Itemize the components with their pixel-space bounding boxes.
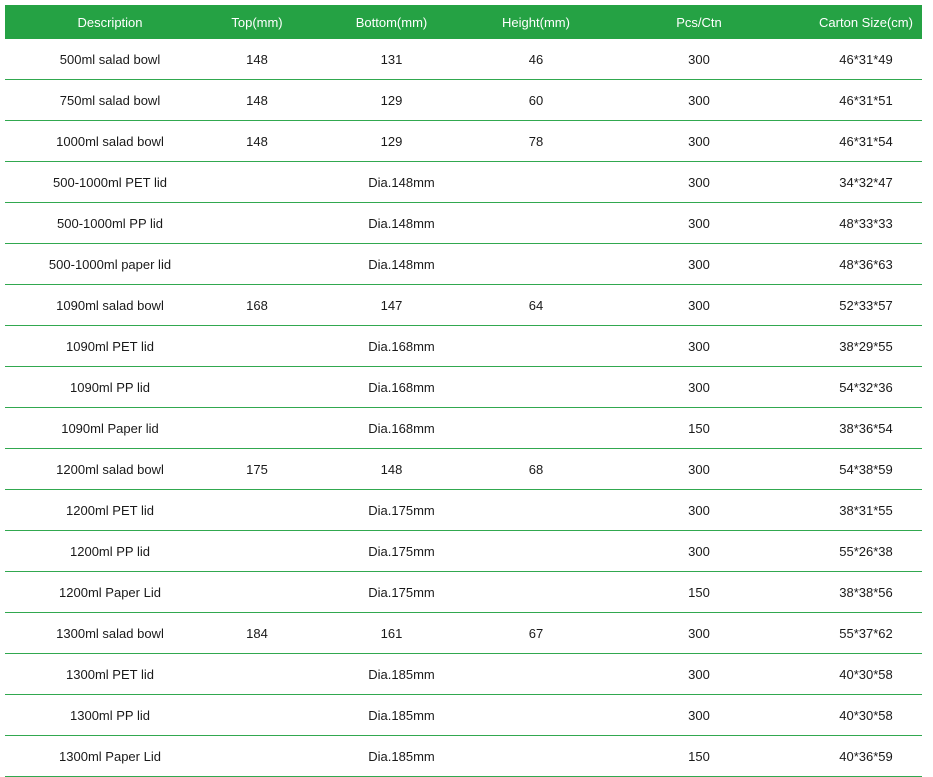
cell-carton-size: 40*36*59 xyxy=(839,748,893,764)
table-row xyxy=(5,572,922,613)
header-pcs-per-carton: Pcs/Ctn xyxy=(676,14,722,30)
table-body xyxy=(5,39,922,777)
cell-carton-size: 46*31*54 xyxy=(839,133,893,149)
table-row xyxy=(5,285,922,326)
cell-pcs-per-carton: 300 xyxy=(688,338,710,354)
table-row xyxy=(5,162,922,203)
cell-diameter: Dia.148mm xyxy=(368,174,435,190)
cell-carton-size: 46*31*51 xyxy=(839,92,893,108)
cell-diameter: Dia.168mm xyxy=(368,420,435,436)
cell-pcs-per-carton: 300 xyxy=(688,92,710,108)
cell-diameter: Dia.148mm xyxy=(368,256,435,272)
header-carton-size: Carton Size(cm) xyxy=(819,14,913,30)
cell-pcs-per-carton: 300 xyxy=(688,707,710,723)
header-top: Top(mm) xyxy=(231,14,283,30)
cell-carton-size: 38*31*55 xyxy=(839,502,893,518)
cell-description: 1200ml Paper Lid xyxy=(59,584,161,600)
table-row xyxy=(5,244,922,285)
cell-description: 1090ml salad bowl xyxy=(56,297,164,313)
product-spec-table xyxy=(5,5,922,777)
cell-carton-size: 54*32*36 xyxy=(839,379,893,395)
header-height: Height(mm) xyxy=(502,14,570,30)
table-row xyxy=(5,736,922,777)
table-row xyxy=(5,613,922,654)
cell-bottom: 129 xyxy=(380,133,403,149)
cell-pcs-per-carton: 300 xyxy=(688,297,710,313)
cell-bottom: 129 xyxy=(380,92,403,108)
cell-pcs-per-carton: 300 xyxy=(688,625,710,641)
cell-pcs-per-carton: 300 xyxy=(688,51,710,67)
cell-top: 168 xyxy=(246,297,268,313)
cell-description: 1300ml salad bowl xyxy=(56,625,164,641)
cell-pcs-per-carton: 300 xyxy=(688,543,710,559)
cell-description: 1300ml Paper Lid xyxy=(59,748,161,764)
table-row xyxy=(5,490,922,531)
cell-diameter: Dia.185mm xyxy=(368,707,435,723)
header-bottom: Bottom(mm) xyxy=(355,14,428,30)
table-header xyxy=(5,5,922,39)
cell-pcs-per-carton: 150 xyxy=(688,420,710,436)
cell-description: 1000ml salad bowl xyxy=(56,133,164,149)
cell-height: 60 xyxy=(528,92,544,108)
cell-diameter: Dia.175mm xyxy=(368,584,435,600)
cell-diameter: Dia.168mm xyxy=(368,338,435,354)
table-row xyxy=(5,326,922,367)
cell-carton-size: 40*30*58 xyxy=(839,666,893,682)
cell-carton-size: 38*38*56 xyxy=(839,584,893,600)
cell-carton-size: 48*36*63 xyxy=(839,256,893,272)
cell-carton-size: 38*36*54 xyxy=(839,420,893,436)
table-row xyxy=(5,367,922,408)
cell-diameter: Dia.168mm xyxy=(368,379,435,395)
cell-description: 500-1000ml paper lid xyxy=(48,256,172,272)
cell-diameter: Dia.175mm xyxy=(368,543,435,559)
cell-diameter: Dia.185mm xyxy=(368,748,435,764)
cell-carton-size: 34*32*47 xyxy=(839,174,893,190)
cell-description: 1200ml salad bowl xyxy=(56,461,164,477)
cell-description: 1200ml PET lid xyxy=(66,502,154,518)
header-description: Description xyxy=(77,14,143,30)
cell-carton-size: 38*29*55 xyxy=(839,338,893,354)
table-row xyxy=(5,80,922,121)
cell-top: 148 xyxy=(246,92,268,108)
cell-description: 1200ml PP lid xyxy=(70,543,150,559)
cell-description: 500ml salad bowl xyxy=(59,51,161,67)
cell-pcs-per-carton: 300 xyxy=(688,215,710,231)
cell-bottom: 131 xyxy=(380,51,403,67)
cell-carton-size: 55*37*62 xyxy=(839,625,893,641)
cell-bottom: 147 xyxy=(380,297,403,313)
table-row xyxy=(5,695,922,736)
cell-description: 1090ml PET lid xyxy=(66,338,154,354)
cell-pcs-per-carton: 300 xyxy=(688,461,710,477)
cell-bottom: 161 xyxy=(380,625,403,641)
table-row xyxy=(5,203,922,244)
cell-description: 1090ml Paper lid xyxy=(61,420,159,436)
cell-top: 148 xyxy=(246,51,268,67)
cell-pcs-per-carton: 300 xyxy=(688,666,710,682)
cell-description: 500-1000ml PP lid xyxy=(57,215,163,231)
cell-pcs-per-carton: 300 xyxy=(688,174,710,190)
cell-height: 46 xyxy=(528,51,544,67)
cell-bottom: 148 xyxy=(380,461,403,477)
cell-pcs-per-carton: 150 xyxy=(688,584,710,600)
cell-height: 78 xyxy=(528,133,544,149)
cell-top: 175 xyxy=(246,461,268,477)
cell-carton-size: 48*33*33 xyxy=(839,215,893,231)
cell-description: 750ml salad bowl xyxy=(59,92,161,108)
cell-top: 184 xyxy=(246,625,268,641)
cell-description: 1300ml PET lid xyxy=(66,666,154,682)
cell-diameter: Dia.175mm xyxy=(368,502,435,518)
cell-carton-size: 54*38*59 xyxy=(839,461,893,477)
table-row xyxy=(5,449,922,490)
table-row xyxy=(5,531,922,572)
table-row xyxy=(5,121,922,162)
table-row xyxy=(5,39,922,80)
cell-diameter: Dia.148mm xyxy=(368,215,435,231)
cell-pcs-per-carton: 300 xyxy=(688,379,710,395)
cell-top: 148 xyxy=(246,133,268,149)
cell-carton-size: 40*30*58 xyxy=(839,707,893,723)
cell-height: 68 xyxy=(528,461,544,477)
cell-pcs-per-carton: 300 xyxy=(688,256,710,272)
cell-carton-size: 46*31*49 xyxy=(839,51,893,67)
cell-description: 500-1000ml PET lid xyxy=(53,174,167,190)
table-row xyxy=(5,408,922,449)
cell-diameter: Dia.185mm xyxy=(368,666,435,682)
cell-pcs-per-carton: 150 xyxy=(688,748,710,764)
cell-height: 67 xyxy=(528,625,544,641)
table-row xyxy=(5,654,922,695)
cell-description: 1090ml PP lid xyxy=(70,379,150,395)
cell-carton-size: 55*26*38 xyxy=(839,543,893,559)
cell-height: 64 xyxy=(528,297,544,313)
cell-pcs-per-carton: 300 xyxy=(688,502,710,518)
cell-description: 1300ml PP lid xyxy=(70,707,150,723)
cell-pcs-per-carton: 300 xyxy=(688,133,710,149)
cell-carton-size: 52*33*57 xyxy=(839,297,893,313)
